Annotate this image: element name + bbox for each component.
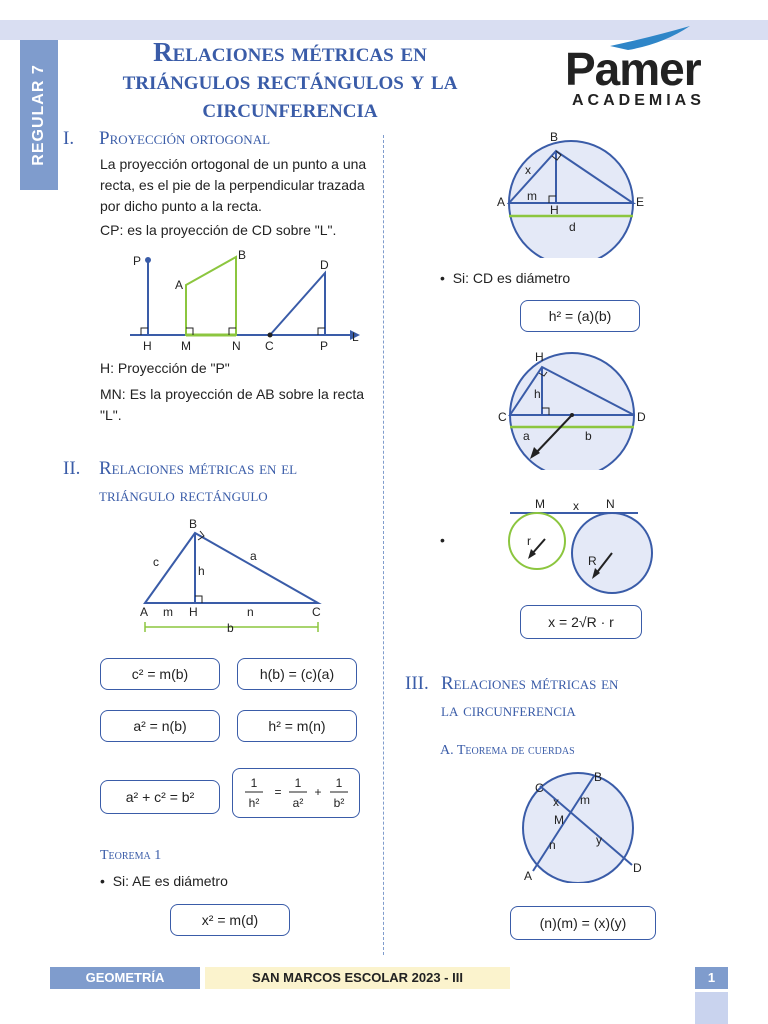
label-c: c [153, 555, 159, 569]
section-1-heading [63, 128, 373, 152]
frac-plus: + [314, 785, 322, 799]
label-b: b [585, 429, 592, 443]
formula-a2: a² = n(b) [100, 710, 220, 742]
section-3-number: III. [405, 673, 429, 694]
circle-diagram-1 [495, 128, 650, 258]
column-divider [383, 135, 384, 955]
label-A: A [140, 605, 149, 619]
label-D: D [633, 861, 642, 875]
bullet-3 [440, 532, 445, 548]
title-line-3: circunferencia [202, 93, 378, 123]
formula-4: (n)(m) = (x)(y) [510, 906, 656, 940]
frac-eq: = [274, 785, 282, 799]
section-2-title-line-1: Relaciones métricas en el [99, 458, 298, 479]
label-B: B [238, 248, 247, 262]
projection-diagram [125, 245, 370, 355]
label-h: h [534, 387, 541, 401]
section-3-title-line-1: Relaciones métricas en [441, 673, 619, 694]
label-N: N [606, 497, 615, 511]
label-C: C [498, 410, 507, 424]
label-n: n [549, 838, 556, 852]
label-H: H [535, 350, 544, 364]
label-h: h [198, 564, 205, 578]
section-3-title-line-2: la circunferencia [441, 700, 576, 721]
bullet-dot: • [440, 532, 445, 548]
label-B: B [550, 130, 559, 144]
section-1-note-2: MN: Es la proyección de AB sobre la recta "L". [100, 386, 364, 423]
label-B: B [594, 770, 603, 784]
side-tab-label: REGULAR 7 [30, 64, 47, 166]
right-triangle-diagram [135, 515, 330, 640]
label-E: E [636, 195, 645, 209]
label-C: C [535, 781, 544, 795]
label-M: M [181, 339, 191, 353]
label-x: x [573, 499, 579, 513]
label-n: n [247, 605, 254, 619]
reciprocal-fraction [234, 769, 358, 815]
bullet-2-text: Si: CD es diámetro [452, 270, 571, 286]
label-a: a [523, 429, 530, 443]
section-1-para-2: CP: es la proyección de CD sobre "L". [100, 222, 337, 238]
label-P2: P [320, 339, 329, 353]
footer-strip [695, 992, 728, 1024]
frac-num-2: 1 [294, 776, 302, 790]
label-A: A [524, 869, 533, 883]
frac-den-3: b² [333, 796, 345, 810]
footer-course: GEOMETRÍA [50, 967, 200, 989]
label-A: A [175, 278, 184, 292]
frac-den-2: a² [292, 796, 304, 810]
label-d: d [569, 220, 576, 234]
label-A: A [497, 195, 506, 209]
side-tab [20, 40, 58, 190]
label-C: C [312, 605, 321, 619]
chords-circle-diagram [510, 768, 650, 883]
label-R: R [588, 554, 597, 568]
subsection-a-heading: A. Teorema de cuerdas [440, 743, 575, 758]
section-1-number: I. [63, 128, 75, 149]
label-b: b [227, 621, 234, 635]
label-D: D [637, 410, 646, 424]
section-1-para-1: La proyección ortogonal de un punto a una recta, es el pie de la perpendicular trazada por dicho punto a la recta. [100, 156, 367, 214]
section-1-note-1: H: Proyección de "P" [100, 360, 230, 376]
label-M: M [535, 497, 545, 511]
label-M: M [554, 813, 564, 827]
footer-page-number: 1 [695, 967, 728, 989]
frac-num-3: 1 [335, 776, 343, 790]
label-a: a [250, 549, 257, 563]
bullet-1-text: Si: AE es diámetro [112, 873, 228, 889]
label-y: y [596, 833, 602, 847]
section-2-number: II. [63, 458, 81, 479]
label-L: L [352, 330, 359, 344]
footer-program: SAN MARCOS ESCOLAR 2023 - III [205, 967, 510, 989]
formula-c2: c² = m(b) [100, 658, 220, 690]
formula-reciprocal [232, 768, 360, 818]
label-x: x [525, 163, 531, 177]
bullet-dot: • [100, 873, 113, 889]
formula-pythagoras: a² + c² = b² [100, 780, 220, 814]
logo-sub: ACADEMIAS [572, 92, 705, 109]
label-r: r [527, 534, 531, 548]
formula-2: h² = (a)(b) [520, 300, 640, 332]
label-H: H [143, 339, 152, 353]
bullet-dot: • [440, 270, 453, 286]
title-line-2: triángulos rectángulos y la [122, 65, 458, 95]
formula-h2: h² = m(n) [237, 710, 357, 742]
section-1-title: Proyección ortogonal [99, 128, 271, 149]
formula-t1: x² = m(d) [170, 904, 290, 936]
tangent-circles-diagram [505, 497, 660, 597]
circle-diagram-2 [490, 345, 655, 470]
formula-hb: h(b) = (c)(a) [237, 658, 357, 690]
label-C: C [265, 339, 274, 353]
label-m: m [527, 189, 537, 203]
label-P: P [133, 254, 142, 268]
formula-3: x = 2√R · r [520, 605, 642, 639]
bullet-1 [100, 873, 228, 889]
label-x: x [553, 795, 559, 809]
teorema-1-heading: Teorema 1 [100, 848, 162, 863]
label-H: H [550, 203, 559, 217]
section-2-title-line-2: triángulo rectángulo [99, 485, 268, 506]
section-2-heading [63, 458, 373, 512]
bullet-2 [440, 270, 570, 286]
label-m: m [163, 605, 173, 619]
section-3-heading [405, 673, 735, 727]
label-m: m [580, 793, 590, 807]
label-D: D [320, 258, 329, 272]
title-line-1: Relaciones métricas en [153, 37, 427, 67]
page-title [70, 38, 510, 122]
label-B: B [189, 517, 198, 531]
frac-den-1: h² [248, 796, 260, 810]
label-N: N [232, 339, 241, 353]
label-H: H [189, 605, 198, 619]
logo-word: Pamer [565, 43, 701, 95]
frac-num-1: 1 [250, 776, 258, 790]
